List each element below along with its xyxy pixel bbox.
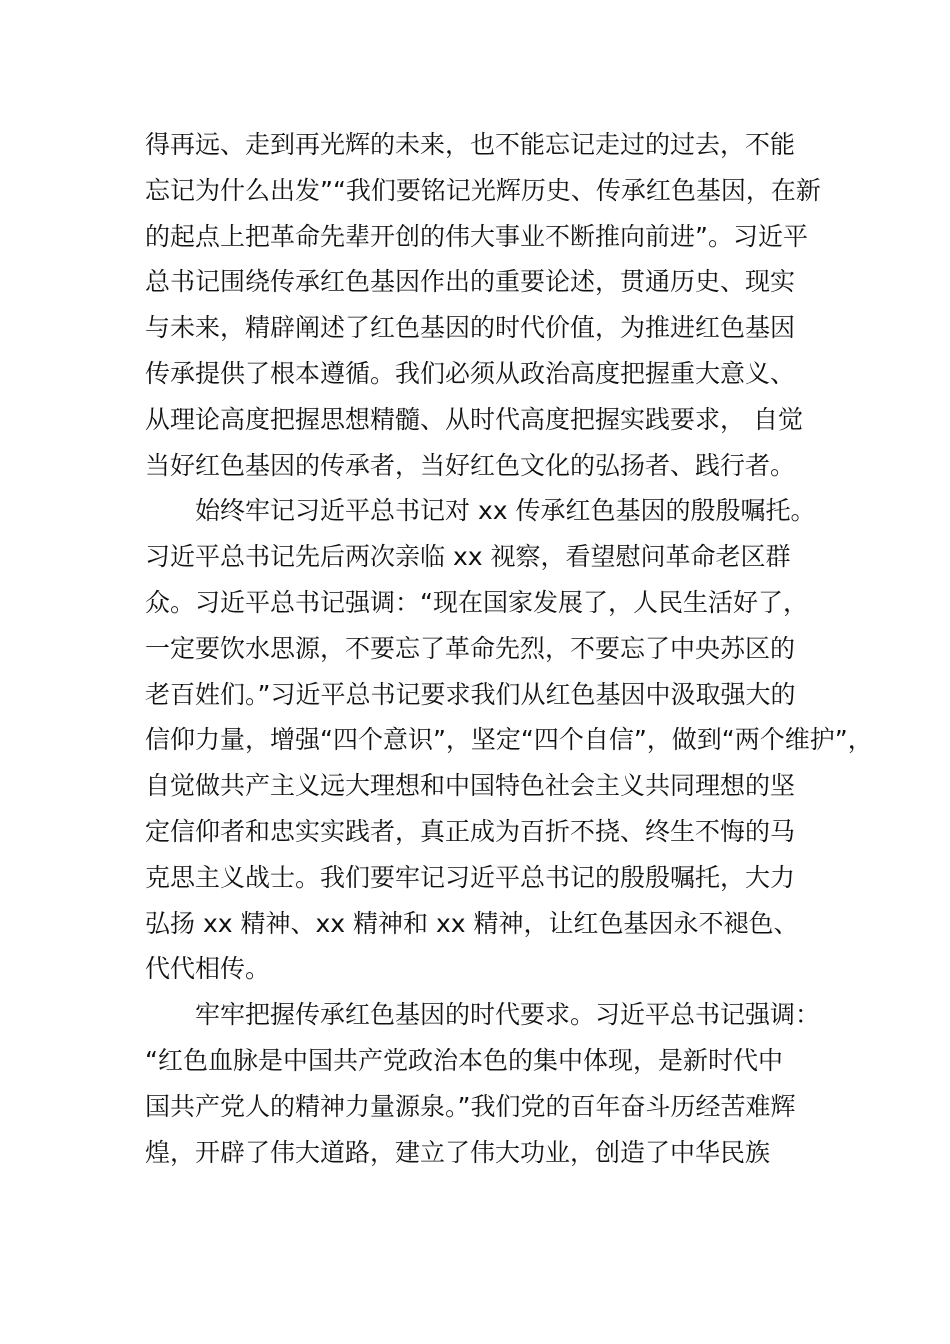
text-line: 忘记为什么出发”“我们要铭记光辉历史、传承红色基因，在新	[145, 175, 821, 205]
text-line: 习近平总书记先后两次亲临 xx 视察，看望慰问革命老区群	[145, 542, 791, 572]
paragraph-3	[145, 992, 845, 1175]
text-line: 煌，开辟了伟大道路，建立了伟大功业，创造了中华民族	[145, 1137, 771, 1167]
text-line: 国共产党人的精神力量源泉。”我们党的百年奋斗历经苦难辉	[145, 1091, 796, 1121]
text-line: 众。习近平总书记强调：“现在国家发展了，人民生活好了，	[145, 587, 808, 617]
text-line: 传承提供了根本遵循。我们必须从政治高度把握重大意义、	[145, 358, 796, 388]
text-line: 当好红色基因的传承者，当好红色文化的弘扬者、践行者。	[145, 450, 796, 480]
text-line: 与未来，精辟阐述了红色基因的时代价值，为推进红色基因	[145, 313, 796, 343]
body-text	[145, 122, 873, 1175]
text-line: 定信仰者和忠实实践者，真正成为百折不挠、终生不悔的马	[145, 816, 796, 846]
text-line: 得再远、走到再光辉的未来，也不能忘记走过的过去，不能	[145, 130, 796, 159]
text-line: 牢牢把握传承红色基因的时代要求。习近平总书记强调：	[195, 1000, 821, 1030]
paragraph-2	[145, 488, 873, 992]
paragraph-1	[145, 122, 845, 488]
text-line: 一定要饮水思源，不要忘了革命先烈，不要忘了中央苏区的	[145, 633, 796, 663]
text-line: 总书记围绕传承红色基因作出的重要论述，贯通历史、现实	[145, 267, 796, 297]
text-line: 克思主义战士。我们要牢记习近平总书记的殷殷嘱托，大力	[145, 862, 796, 892]
text-line: “红色血脉是中国共产党政治本色的集中体现，是新时代中	[145, 1045, 783, 1075]
text-line: 弘扬 xx 精神、xx 精神和 xx 精神，让红色基因永不褪色、	[145, 908, 799, 938]
text-line: 老百姓们。”习近平总书记要求我们从红色基因中汲取强大的	[145, 679, 796, 709]
text-line: 的起点上把革命先辈开创的伟大事业不断推向前进”。习近平	[145, 221, 808, 251]
text-line: 自觉做共产主义远大理想和中国特色社会主义共同理想的坚	[145, 771, 796, 801]
text-line: 从理论高度把握思想精髓、从时代高度把握实践要求， 自觉	[145, 404, 803, 434]
text-line: 始终牢记习近平总书记对 xx 传承红色基因的殷殷嘱托。	[195, 496, 816, 526]
text-line: 信仰力量，增强“四个意识”，坚定“四个自信”，做到“两个维护”，	[145, 725, 873, 755]
text-line: 代代相传。	[145, 954, 271, 984]
